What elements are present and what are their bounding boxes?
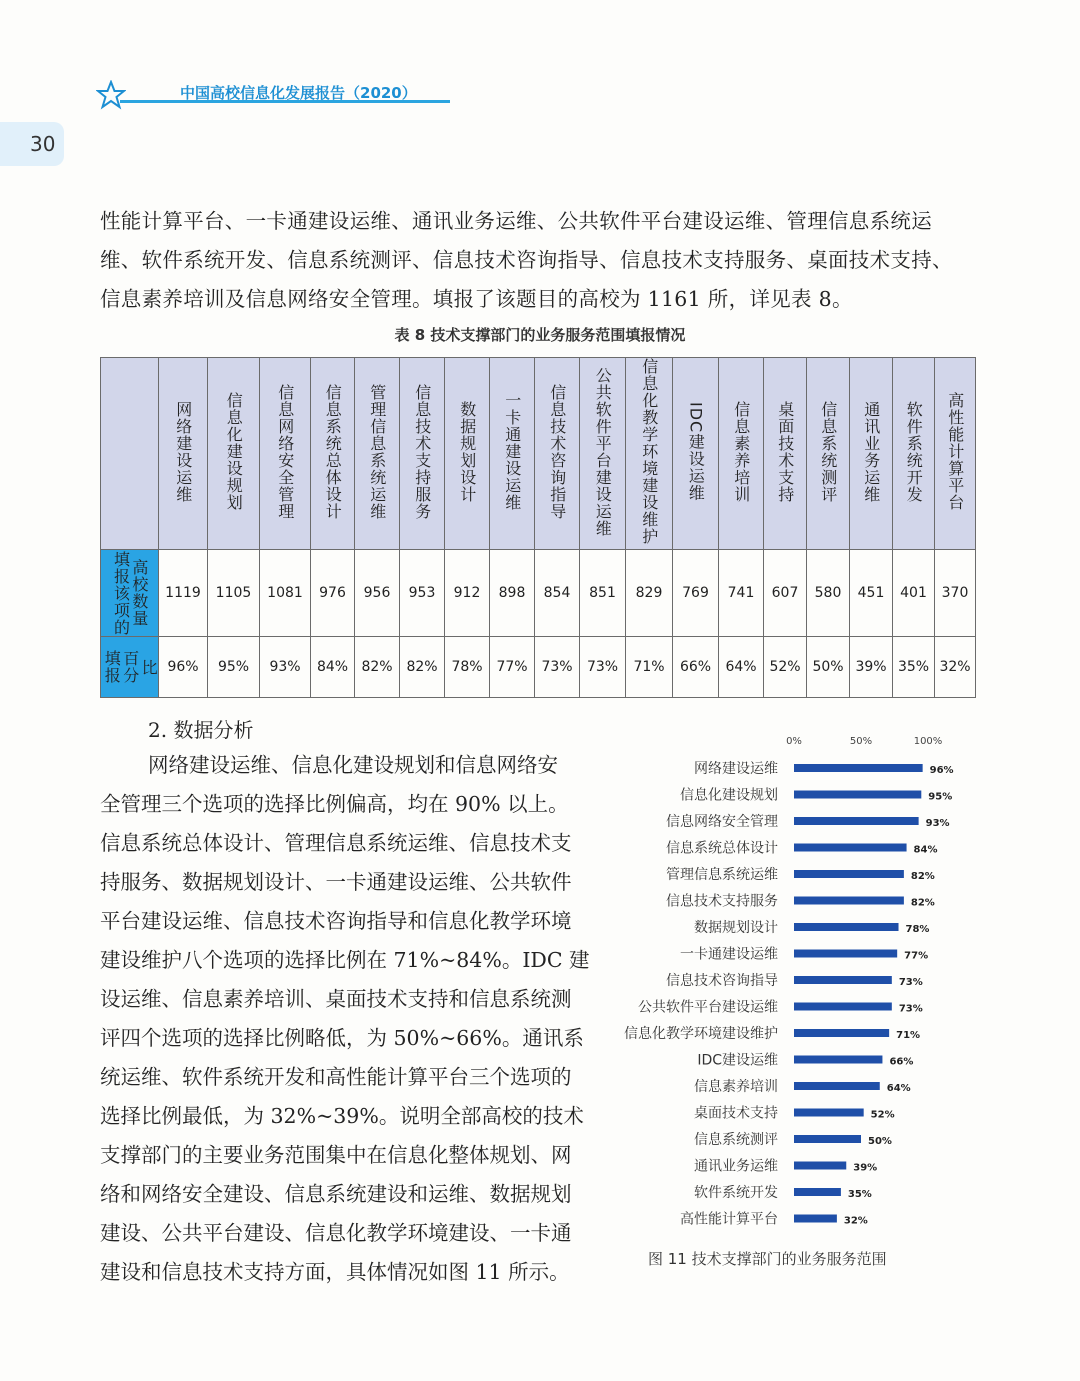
analysis-line: 络和网络安全建设、信息系统建设和运维、数据规划 (100, 1182, 572, 1206)
bar (794, 1135, 861, 1143)
category-label: 桌面技术支持 (694, 1105, 778, 1122)
bar-value-label: 32% (843, 1215, 868, 1227)
table-column-header-label: 高性能计算平台 (945, 392, 965, 511)
category-label: 信息系统总体设计 (666, 840, 778, 857)
table-column-header-label: 通讯业务运维 (861, 400, 881, 503)
bar-value-label: 77% (904, 950, 929, 962)
table-percent-cell: 71% (626, 637, 673, 698)
category-label: 网络建设运维 (694, 761, 778, 777)
table-count-cell: 451 (850, 550, 893, 637)
bar-value-label: 71% (896, 1030, 921, 1041)
bar (794, 791, 921, 799)
table-column-header (764, 358, 807, 550)
bar-value-label: 82% (910, 897, 935, 909)
bar (794, 817, 919, 825)
table-column-header (807, 358, 850, 550)
header-title: 中国高校信息化发展报告（2020） (180, 84, 417, 102)
page-number-tab (0, 122, 64, 166)
table-column-header-label: 信息网络安全管理 (275, 383, 295, 520)
table-column-header (490, 358, 535, 550)
bar (794, 844, 907, 852)
analysis-line: 全管理三个选项的选择比例偏高，均在 90% 以上。 (100, 792, 569, 816)
star-icon (96, 80, 126, 110)
category-label: 信息系统测评 (694, 1132, 778, 1148)
bar-value-label: 96% (929, 765, 954, 776)
bar (794, 923, 899, 931)
table-count-cell: 854 (535, 550, 580, 637)
category-label: 信息化建设规划 (680, 787, 778, 804)
bar (794, 1056, 882, 1064)
table-column-header-label: 信息技术咨询指导 (547, 383, 567, 520)
table-percent-cell: 77% (490, 637, 535, 698)
table-column-header-label: 网络建设运维 (173, 400, 193, 503)
table-count-cell: 912 (445, 550, 490, 637)
analysis-line: 评四个选项的选择比例略低，为 50%~66%。通讯系 (100, 1026, 584, 1050)
table-column-header (400, 358, 445, 550)
intro-line: 维、软件系统开发、信息系统测评、信息技术咨询指导、信息技术支持服务、桌面技术支持、 (100, 248, 953, 272)
bar (794, 1082, 880, 1090)
bar-value-label: 73% (898, 977, 923, 988)
bar (794, 1029, 889, 1037)
table-percent-cell: 35% (893, 637, 935, 698)
bar-value-label: 82% (910, 871, 935, 882)
table-column-header (535, 358, 580, 550)
bar (794, 1215, 837, 1223)
table-percent-cell: 95% (208, 637, 260, 698)
table-percent-cell: 93% (260, 637, 311, 698)
intro-paragraph (100, 202, 960, 319)
table-count-cell: 956 (355, 550, 400, 637)
bar-value-label: 93% (925, 818, 950, 829)
x-tick-label: 0% (786, 736, 802, 747)
bar (794, 1188, 841, 1196)
table-count-cell: 1119 (159, 550, 208, 637)
table-column-header (850, 358, 893, 550)
table-count-row (101, 550, 976, 637)
table-percent-cell: 96% (159, 637, 208, 698)
bar-value-label: 52% (870, 1109, 895, 1121)
table-column-header (626, 358, 673, 550)
table-percent-cell: 82% (400, 637, 445, 698)
table-count-cell: 829 (626, 550, 673, 637)
table-column-header-label: 数据规划设计 (457, 400, 477, 503)
table-count-cell: 1081 (260, 550, 311, 637)
table-percent-cell: 66% (673, 637, 719, 698)
bar-value-label: 66% (889, 1056, 914, 1068)
figure-caption: 图 11 技术支撑部门的业务服务范围 (648, 1250, 887, 1268)
table-count-cell: 741 (719, 550, 764, 637)
row-header-label: 百分 (120, 650, 140, 684)
table-column-header-label: 一卡通建设运维 (502, 392, 522, 511)
intro-line: 信息素养培训及信息网络安全管理。填报了该题目的高校为 1161 所，详见表 8。 (100, 287, 853, 311)
table-column-header (355, 358, 400, 550)
table-column-header (893, 358, 935, 550)
bar-value-label: 39% (853, 1162, 878, 1174)
table-count-cell: 607 (764, 550, 807, 637)
x-tick-label: 100% (913, 736, 943, 747)
table-column-header-label: 信息系统测评 (818, 400, 838, 503)
table-column-header (580, 358, 626, 550)
bar-value-label: 73% (898, 1003, 923, 1015)
category-label: IDC建设运维 (697, 1052, 778, 1069)
bar-value-label: 84% (913, 844, 938, 856)
table-column-header (935, 358, 976, 550)
analysis-paragraph (100, 746, 595, 1292)
table-count-cell: 1105 (208, 550, 260, 637)
bar (794, 1003, 892, 1011)
category-label: 公共软件平台建设运维 (638, 999, 778, 1016)
table-column-header-label: 信息技术支持服务 (412, 383, 432, 520)
bar (794, 897, 904, 905)
category-label: 通讯业务运维 (694, 1158, 778, 1175)
table-count-cell: 898 (490, 550, 535, 637)
table-percent-cell: 73% (535, 637, 580, 698)
table-count-cell: 769 (673, 550, 719, 637)
analysis-line: 设运维、信息素养培训、桌面技术支持和信息系统测 (100, 987, 572, 1011)
bar-value-label: 78% (905, 924, 930, 935)
table-caption: 表 8 技术支撑部门的业务服务范围填报情况 (394, 326, 686, 344)
bar (794, 976, 892, 984)
table-percent-cell: 64% (719, 637, 764, 698)
category-label: 信息素养培训 (694, 1079, 778, 1095)
bar-value-label: 95% (928, 791, 953, 803)
table-column-header-label: 信息化建设规划 (224, 392, 244, 511)
bar-value-label: 50% (868, 1136, 892, 1147)
category-label: 信息网络安全管理 (666, 814, 778, 830)
table-percent-cell: 32% (935, 637, 976, 698)
analysis-line: 网络建设运维、信息化建设规划和信息网络安 (148, 753, 558, 777)
table-percent-cell: 82% (355, 637, 400, 698)
table-percent-cell: 52% (764, 637, 807, 698)
table-column-header (445, 358, 490, 550)
table-percent-cell: 39% (850, 637, 893, 698)
analysis-line: 建设维护八个选项的选择比例在 71%~84%。IDC 建 (100, 948, 590, 972)
row-header-percent (101, 637, 159, 698)
analysis-line: 持服务、数据规划设计、一卡通建设运维、公共软件 (100, 870, 572, 894)
category-label: 一卡通建设运维 (680, 946, 778, 963)
category-label: 信息技术咨询指导 (666, 973, 778, 989)
table-column-header (719, 358, 764, 550)
intro-line: 性能计算平台、一卡通建设运维、通讯业务运维、公共软件平台建设运维、管理信息系统运 (100, 209, 932, 233)
table-8 (100, 357, 976, 698)
section-title: 2. 数据分析 (148, 718, 254, 742)
table-column-header-label: 公共软件平台建设运维 (593, 366, 613, 537)
table-count-cell: 953 (400, 550, 445, 637)
table-percent-cell: 78% (445, 637, 490, 698)
table-column-header-label: 管理信息系统运维 (367, 383, 387, 520)
row-header-label: 高校数量 (129, 559, 149, 627)
category-label: 高性能计算平台 (680, 1211, 778, 1228)
x-tick-label: 50% (849, 736, 873, 747)
table-column-header-label: 信息化教学环境建设维护 (639, 358, 659, 545)
table-column-header (311, 358, 355, 550)
table-percent-row (101, 637, 976, 698)
row-header-label: 填报 (102, 650, 122, 684)
table-count-cell: 580 (807, 550, 850, 637)
category-label: 信息化教学环境建设维护 (624, 1026, 778, 1042)
table-percent-cell: 84% (311, 637, 355, 698)
table-count-cell: 370 (935, 550, 976, 637)
category-label: 信息技术支持服务 (666, 893, 778, 910)
analysis-line: 信息系统总体设计、管理信息系统运维、信息技术支 (100, 831, 572, 855)
analysis-line: 选择比例最低，为 32%~39%。说明全部高校的技术 (100, 1104, 584, 1128)
bar-value-label: 35% (847, 1189, 872, 1200)
table-column-header (673, 358, 719, 550)
page-number: 30 (30, 132, 56, 156)
analysis-line: 统运维、软件系统开发和高性能计算平台三个选项的 (100, 1065, 572, 1089)
table-percent-cell: 73% (580, 637, 626, 698)
category-label: 管理信息系统运维 (666, 867, 778, 883)
bar-value-label: 64% (886, 1083, 911, 1094)
analysis-line: 建设和信息技术支持方面，具体情况如图 11 所示。 (100, 1260, 570, 1284)
table-column-header-label: 桌面技术支持 (775, 400, 795, 503)
category-label: 软件系统开发 (694, 1185, 778, 1201)
analysis-line: 平台建设运维、信息技术咨询指导和信息化教学环境 (100, 909, 572, 933)
table-column-header-label: 信息系统总体设计 (323, 383, 343, 520)
bar (794, 764, 923, 772)
table-header-row (101, 358, 976, 550)
table-count-cell: 976 (311, 550, 355, 637)
row-header-label: 填报该项的 (111, 550, 131, 636)
bar (794, 1162, 846, 1170)
table-corner-cell (101, 358, 159, 550)
analysis-line: 支撑部门的主要业务范围集中在信息化整体规划、网 (100, 1143, 572, 1167)
table-count-cell: 401 (893, 550, 935, 637)
table-column-header-label: 软件系统开发 (904, 400, 924, 503)
table-column-header-label: IDC建设运维 (686, 401, 706, 502)
bar (794, 870, 904, 878)
row-header-count (101, 550, 159, 637)
bar (794, 1109, 864, 1117)
row-header-label: 比 (139, 658, 159, 676)
table-column-header (159, 358, 208, 550)
table-column-header (260, 358, 311, 550)
category-label: 数据规划设计 (694, 920, 778, 936)
analysis-line: 建设、公共平台建设、信息化教学环境建设、一卡通 (100, 1221, 572, 1245)
table-column-header-label: 信息素养培训 (731, 400, 751, 503)
table-count-cell: 851 (580, 550, 626, 637)
figure-11-bar-chart (600, 728, 980, 1238)
bar (794, 950, 897, 958)
table-percent-cell: 50% (807, 637, 850, 698)
running-header (96, 78, 496, 112)
table-column-header (208, 358, 260, 550)
